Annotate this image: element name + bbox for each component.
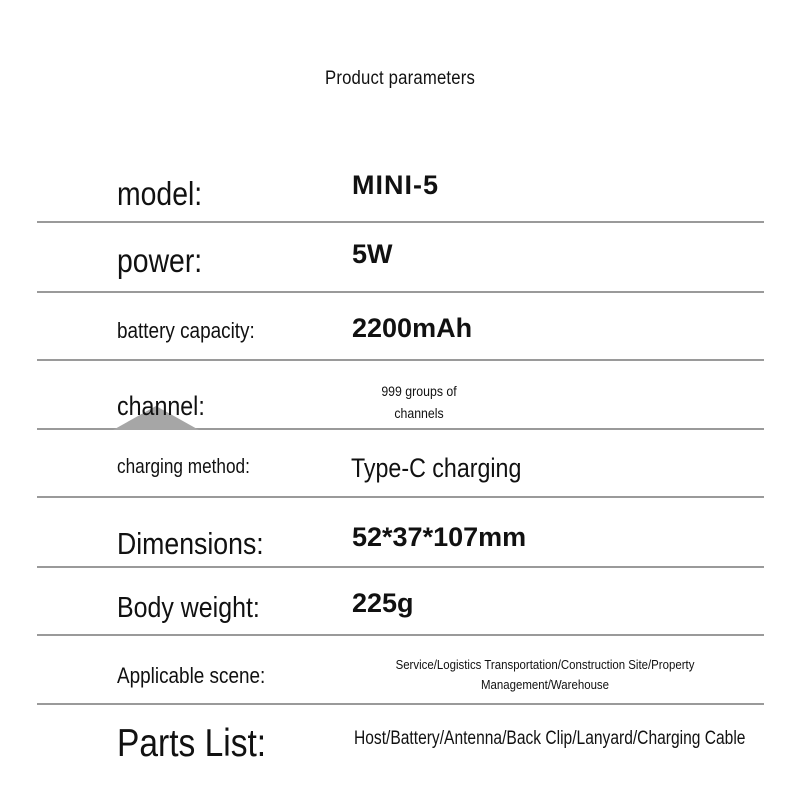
value-battery-capacity: 2200mAh: [352, 313, 473, 343]
value-charging-method: Type-C charging: [351, 453, 522, 483]
row-divider: [37, 221, 764, 223]
row-divider: [37, 291, 764, 293]
value-channel-line1: 999 groups of: [381, 383, 457, 399]
value-applicable-scene: [378, 655, 712, 695]
label-parts-list: Parts List:: [117, 722, 267, 765]
label-applicable-scene: Applicable scene:: [117, 663, 266, 688]
value-parts-list: Host/Battery/Antenna/Back Clip/Lanyard/Charging Cable: [354, 728, 746, 749]
row-divider: [37, 566, 764, 568]
label-channel: channel:: [117, 391, 205, 421]
row-divider: [37, 703, 764, 705]
label-charging-method: charging method:: [117, 456, 250, 478]
page-title: Product parameters: [324, 68, 475, 89]
value-applicable-scene-line1: Service/Logistics Transportation/Construction Site/Property: [395, 657, 695, 672]
label-model: model:: [117, 175, 203, 212]
value-channel: [349, 380, 490, 424]
label-dimensions: Dimensions:: [117, 526, 264, 561]
label-battery-capacity: battery capacity:: [117, 318, 255, 343]
value-applicable-scene-line2: Management/Warehouse: [480, 677, 610, 692]
value-channel-line2: channels: [394, 405, 444, 421]
label-power: power:: [117, 242, 203, 279]
value-dimensions: 52*37*107mm: [352, 522, 527, 552]
value-power: 5W: [352, 239, 393, 269]
value-model: MINI-5: [352, 170, 439, 200]
row-divider: [37, 496, 764, 498]
value-body-weight: 225g: [352, 588, 414, 618]
label-body-weight: Body weight:: [117, 592, 260, 624]
row-divider: [37, 359, 764, 361]
row-divider: [37, 634, 764, 636]
